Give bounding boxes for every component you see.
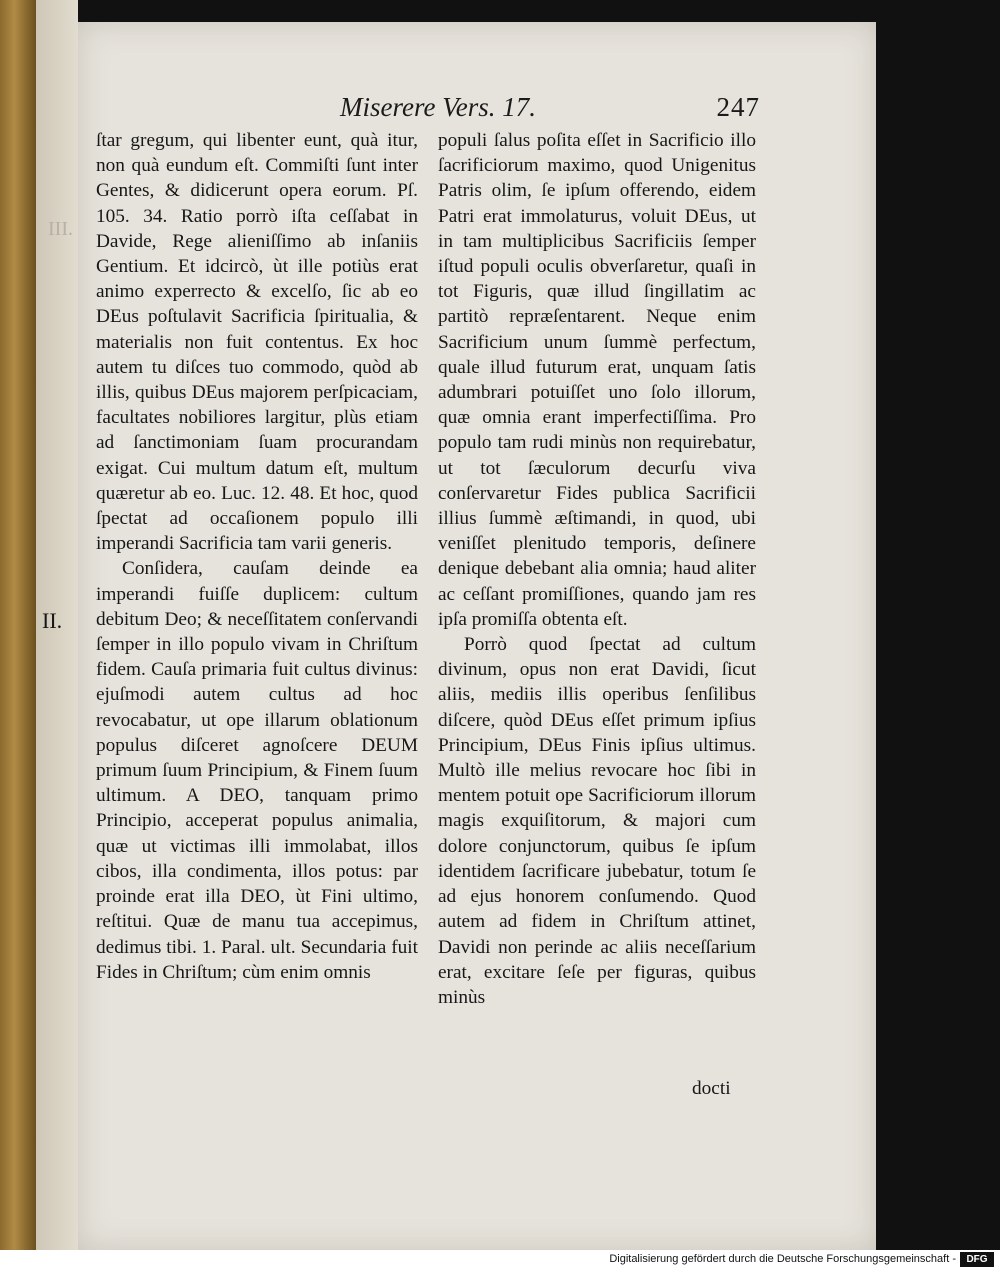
catchword: docti — [692, 1078, 731, 1099]
page-header — [340, 92, 760, 132]
paragraph: Porrò quod ſpectat ad cultum divinum, opus non erat Davidi, ſicut aliis, mediis illis operibus ſenſilibus diſcere, quòd DEus eſſet primum ipſius Principium, DEus Finis ipſius ultimus. Multò ille melius revocare hoc ſibi in mentem potuit ope Sacrificiorum illorum magis exquiſitorum, & majori cum dolore conjunctorum, quibus ſe ipſum identidem ſacrificare jubebatur, totum ſe ad ejus honorem conſumendo. Quod autem ad fidem in Chriſtum attinet, Davidi non perinde ac aliis neceſſarium erat, excitare ſeſe per figuras, quibus minùs — [438, 634, 756, 1008]
paragraph: ſtar gregum, qui libenter eunt, quà itur, non quà eundum eſt. Commiſti ſunt inter Gentes, & didicerunt opera eorum. Pſ. 105. 34. Ratio porrò iſta ceſſabat in Davide, Rege alieniſſimo ab inſaniis Gentium. Et idcircò, ùt ille potiùs erat animo experrecto & excelſo, ſic ab eo DEus poſtulavit Sacrificia ſpiritualia, & materialis non fuit contentus. Ex hoc autem tu diſces tuo commodo, quòd ab illis, quibus DEus majorem perſpicaciam, facultates nobiliores largitur, plùs etiam ad ſanctimoniam ſuam procurandam exigat. Cui multum datum eſt, multum quæretur ab eo. Luc. 12. 48. Et hoc, quod ſpectat ad occaſionem populo illi imperandi Sacrificia tam varii generis. — [96, 130, 418, 555]
digitization-footer — [0, 1250, 1000, 1270]
text-column-right — [438, 128, 756, 1010]
footer-credit: Digitalisierung gefördert durch die Deutsche Forschungsgemeinschaft - — [609, 1253, 956, 1265]
section-numeral: II. — [42, 608, 63, 633]
dfg-logo: DFG — [960, 1252, 994, 1267]
book-binding-edge — [0, 0, 36, 1250]
text-column-left — [96, 128, 418, 985]
paragraph: populi ſalus poſita eſſet in Sacrificio illo ſacrificiorum maximo, quod Unigenitus Patris olim, ſe ipſum offerendo, eidem Patri erat immolaturus, voluit DEus, ut in tam multiplicibus Sacrificiis ſemper iſtud populi oculis obverſaretur, quaſi in tot Figuris, quæ illud ſingillatim ac partitò repræſentarent. Neque enim Sacrificium unum ſummè perfectum, quale illud futurum erat, unquam ſatis adumbrari potuiſſet uno ſolo illorum, quæ omnia erant imperfectiſſima. Pro populo tam rudi minùs non requirebatur, ut tot ſæculorum decurſu viva conſervaretur Fides publica Sacrificii illius ſummè æſtimandi, in quod, ubi veniſſet plenitudo temporis, deſinere denique debebant alia omnia; haud aliter ac ceſſant promiſſiones, quando jam res ipſa promiſſa obtenta eſt. — [438, 130, 756, 630]
page-number: 247 — [716, 92, 760, 122]
running-title: Miserere Vers. 17. — [340, 92, 536, 122]
paragraph: Conſidera, cauſam deinde ea imperandi fuiſſe duplicem: cultum debitum Deo; & neceſſitatem conſervandi ſemper in illo populo vivam in Chriſtum fidem. Cauſa primaria fuit cultus divinus: ejuſmodi autem cultus ad hoc revocabatur, ut ope illarum oblationum populus diſceret agnoſcere DEUM primum ſuum Principium, & Finem ſuum ultimum. A DEO, tanquam primo Principio, acceperat populus animalia, quæ ut victimas illi immolabat, illos cibos, illa condimenta, illos potus: par proinde erat illa DEO, ùt Fini ultimo, reſtitui. Quæ de manu tua accepimus, dedimus tibi. 1. Paral. ult. Secundaria fuit Fides in Chriſtum; cùm enim omnis — [96, 558, 418, 983]
bleed-through-numeral: III. — [48, 218, 73, 240]
